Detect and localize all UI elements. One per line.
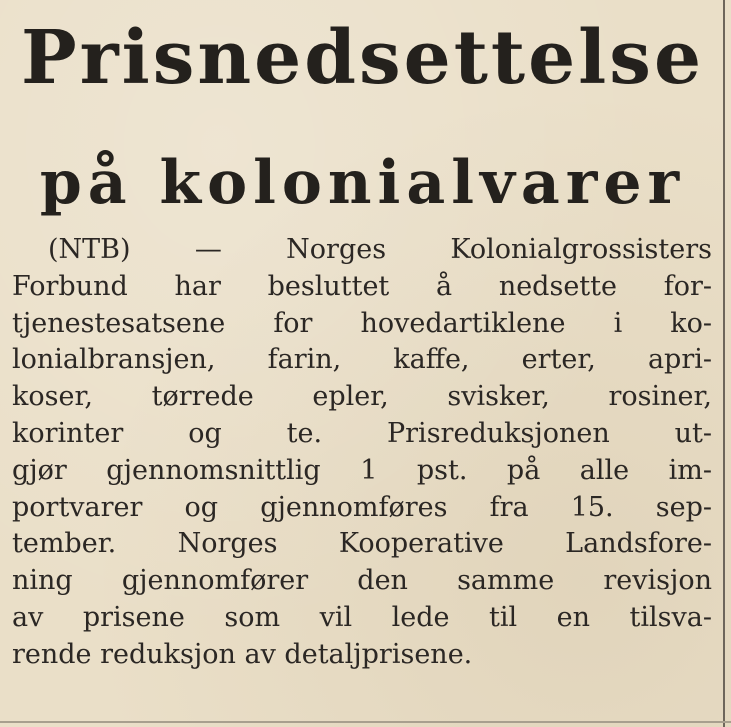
- body-line: portvarer og gjennomføres fra 15. sep-: [12, 491, 712, 523]
- column-rule: [723, 0, 725, 727]
- body-line: Forbund har besluttet å nedsette for-: [12, 270, 712, 302]
- article-body: [12, 232, 712, 674]
- body-line: korinter og te. Prisreduksjonen ut-: [12, 417, 712, 449]
- body-line: (NTB) — Norges Kolonialgrossisters: [48, 234, 712, 265]
- bottom-rule: [0, 721, 731, 723]
- body-line: av prisene som vil lede til en tilsva-: [12, 601, 712, 633]
- headline-line-1: Prisnedsettelse: [20, 15, 705, 101]
- body-line: tember. Norges Kooperative Landsfore-: [12, 528, 712, 560]
- body-line: tjenestesatsene for hovedartiklene i ko-: [12, 307, 712, 339]
- body-line: rende reduksjon av detaljprisene.: [12, 638, 473, 670]
- headline-line-2: på kolonialvarer: [39, 148, 686, 218]
- body-line: gjør gjennomsnittlig 1 pst. på alle im-: [12, 454, 712, 486]
- body-line: ning gjennomfører den samme revisjon: [12, 565, 712, 597]
- body-line: koser, tørrede epler, svisker, rosiner,: [12, 381, 712, 413]
- body-line: lonialbransjen, farin, kaffe, erter, apri-: [12, 344, 712, 376]
